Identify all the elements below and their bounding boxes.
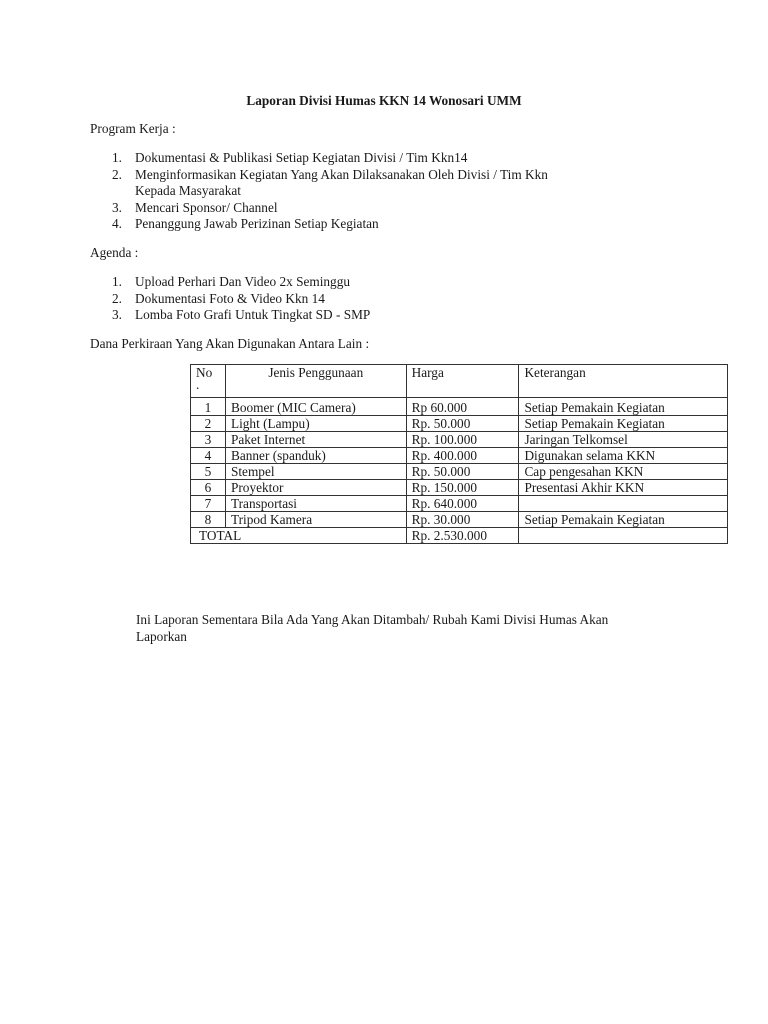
total-label: TOTAL — [191, 528, 407, 544]
budget-table — [190, 364, 728, 544]
cell-keterangan: Digunakan selama KKN — [519, 448, 728, 464]
cell-keterangan: Setiap Pemakain Kegiatan — [519, 512, 728, 528]
cell-no: 1 — [191, 398, 226, 416]
table-total-row — [191, 528, 728, 544]
cell-no: 6 — [191, 480, 226, 496]
table-row — [191, 512, 728, 528]
cell-jenis: Boomer (MIC Camera) — [225, 398, 406, 416]
cell-harga: Rp 60.000 — [406, 398, 519, 416]
header-no: No . — [191, 365, 226, 398]
header-harga: Harga — [406, 365, 519, 398]
table-row — [191, 416, 728, 432]
list-item: 3. Mencari Sponsor/ Channel — [112, 199, 278, 215]
table-row — [191, 464, 728, 480]
list-item: 2. Menginformasikan Kegiatan Yang Akan Dilaksanakan Oleh Divisi / Tim Kkn Kepada Masyarakat — [112, 166, 548, 198]
cell-jenis: Stempel — [225, 464, 406, 480]
cell-jenis: Light (Lampu) — [225, 416, 406, 432]
header-jenis: Jenis Penggunaan — [225, 365, 406, 398]
list-item: 4. Penanggung Jawab Perizinan Setiap Kegiatan — [112, 216, 379, 231]
cell-jenis: Banner (spanduk) — [225, 448, 406, 464]
cell-harga: Rp. 100.000 — [406, 432, 519, 448]
cell-no: 5 — [191, 464, 226, 480]
agenda-list — [90, 274, 560, 324]
list-item: 1. Upload Perhari Dan Video 2x Seminggu — [112, 274, 350, 289]
cell-no: 3 — [191, 432, 226, 448]
dana-heading: Dana Perkiraan Yang Akan Digunakan Antara Lain : — [90, 336, 370, 351]
cell-no: 4 — [191, 448, 226, 464]
table-row — [191, 448, 728, 464]
cell-harga: Rp. 30.000 — [406, 512, 519, 528]
closing-note: Ini Laporan Sementara Bila Ada Yang Akan Ditambah/ Rubah Kami Divisi Humas Akan Laporkan — [136, 612, 609, 644]
program-kerja-heading: Program Kerja : — [90, 121, 176, 136]
cell-jenis: Proyektor — [225, 480, 406, 496]
cell-keterangan: Jaringan Telkomsel — [519, 432, 728, 448]
table-row — [191, 432, 728, 448]
agenda-heading: Agenda : — [90, 245, 139, 260]
program-kerja-list — [90, 150, 560, 233]
table-row — [191, 480, 728, 496]
list-item: 3. Lomba Foto Grafi Untuk Tingkat SD - SMP — [112, 307, 371, 322]
cell-jenis: Transportasi — [225, 496, 406, 512]
cell-harga: Rp. 50.000 — [406, 416, 519, 432]
cell-keterangan: Setiap Pemakain Kegiatan — [519, 398, 728, 416]
cell-jenis: Paket Internet — [225, 432, 406, 448]
cell-no: 2 — [191, 416, 226, 432]
cell-keterangan: Cap pengesahan KKN — [519, 464, 728, 480]
total-harga: Rp. 2.530.000 — [406, 528, 519, 544]
cell-keterangan — [519, 496, 728, 512]
total-keterangan — [519, 528, 728, 544]
cell-keterangan: Presentasi Akhir KKN — [519, 480, 728, 496]
cell-no: 8 — [191, 512, 226, 528]
cell-harga: Rp. 400.000 — [406, 448, 519, 464]
cell-jenis: Tripod Kamera — [225, 512, 406, 528]
list-item: 1. Dokumentasi & Publikasi Setiap Kegiatan Divisi / Tim Kkn14 — [112, 150, 468, 165]
cell-harga: Rp. 50.000 — [406, 464, 519, 480]
cell-harga: Rp. 640.000 — [406, 496, 519, 512]
document-title: Laporan Divisi Humas KKN 14 Wonosari UMM — [246, 93, 522, 108]
table-header-row — [191, 365, 728, 398]
table-row — [191, 398, 728, 416]
list-item: 2. Dokumentasi Foto & Video Kkn 14 — [112, 290, 325, 306]
cell-no: 7 — [191, 496, 226, 512]
header-keterangan: Keterangan — [519, 365, 728, 398]
cell-keterangan: Setiap Pemakain Kegiatan — [519, 416, 728, 432]
cell-harga: Rp. 150.000 — [406, 480, 519, 496]
table-row — [191, 496, 728, 512]
